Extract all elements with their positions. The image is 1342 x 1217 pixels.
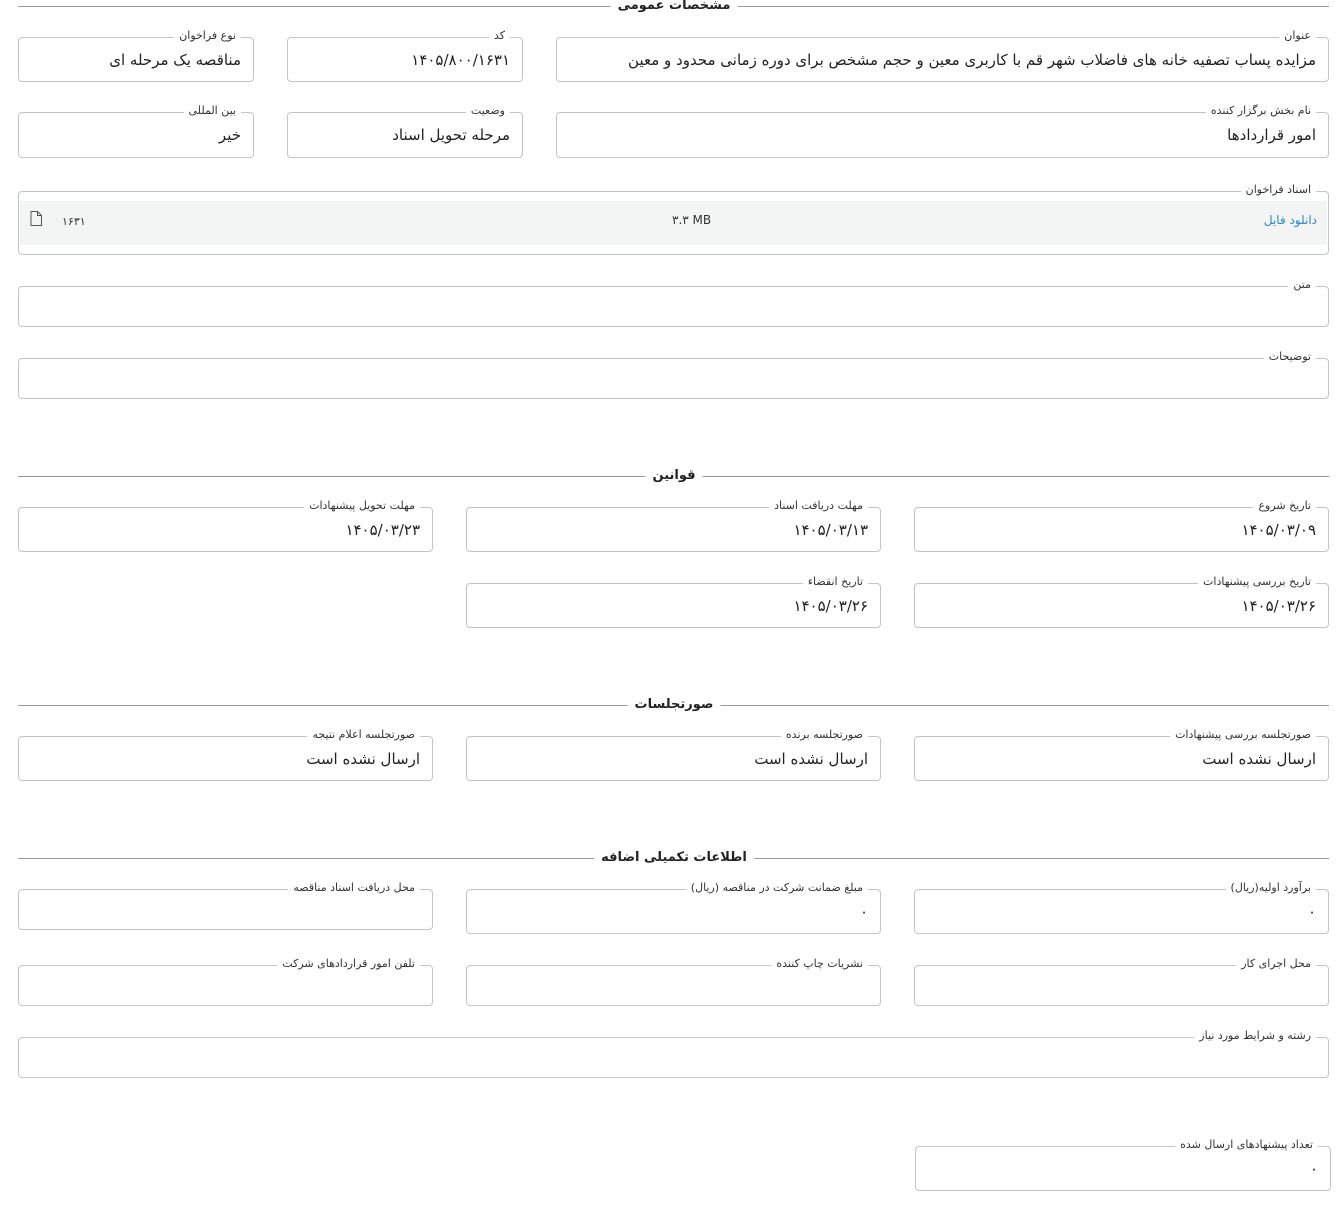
code-label: کد: [489, 29, 510, 43]
call-type-value: مناقصه یک مرحله ای: [109, 51, 241, 69]
general-section-title: مشخصات عمومی: [611, 0, 738, 14]
organizer-value: امور قراردادها: [1227, 126, 1316, 144]
description-field[interactable]: [18, 350, 1329, 399]
review-date-value: ۱۴۰۵/۰۳/۲۶: [1241, 597, 1316, 615]
file-name: ۱۶۳۱: [62, 215, 86, 228]
status-field[interactable]: [287, 104, 523, 158]
work-place-field[interactable]: [914, 957, 1329, 1006]
contracts-phone-field[interactable]: [18, 957, 433, 1006]
work-place-label: محل اجرای کار: [1236, 957, 1316, 971]
start-date-label: تاریخ شروع: [1253, 499, 1316, 513]
doc-deadline-field[interactable]: [466, 499, 881, 552]
start-date-field[interactable]: [914, 499, 1329, 552]
requirements-label: رشته و شرایط مورد نیاز: [1194, 1029, 1316, 1043]
documents-field: [18, 183, 1329, 255]
status-value: مرحله تحویل اسناد: [392, 126, 510, 144]
doc-place-field[interactable]: [18, 881, 433, 930]
guarantee-field[interactable]: [466, 881, 881, 934]
proposal-deadline-label: مهلت تحویل پیشنهادات: [304, 499, 420, 513]
contracts-phone-label: تلفن امور قراردادهای شرکت: [277, 957, 420, 971]
document-row: [20, 201, 1327, 245]
doc-place-label: محل دریافت اسناد مناقصه: [288, 881, 420, 895]
publications-field[interactable]: [466, 957, 881, 1006]
result-minutes-label: صورتجلسه اعلام نتیجه: [307, 728, 420, 742]
file-size: ۳.۳ MB: [672, 213, 712, 227]
international-label: بین المللی: [184, 104, 241, 118]
review-date-field[interactable]: [914, 575, 1329, 628]
result-minutes-field[interactable]: [18, 728, 433, 781]
result-minutes-value: ارسال نشده است: [306, 750, 420, 768]
subject-field[interactable]: [556, 29, 1329, 82]
rules-section-title: قوانین: [645, 468, 702, 484]
review-minutes-value: ارسال نشده است: [1202, 750, 1316, 768]
publications-label: نشریات چاپ کننده: [771, 957, 868, 971]
organizer-field[interactable]: [556, 104, 1329, 158]
winner-minutes-field[interactable]: [466, 728, 881, 781]
proposals-count-value: ۰: [1309, 1160, 1318, 1178]
review-minutes-label: صورتجلسه بررسی پیشنهادات: [1170, 728, 1316, 742]
start-date-value: ۱۴۰۵/۰۳/۰۹: [1241, 521, 1316, 539]
proposals-count-field[interactable]: [915, 1138, 1331, 1191]
estimate-value: ۰: [1307, 903, 1316, 921]
winner-minutes-label: صورتجلسه برنده: [781, 728, 868, 742]
international-field[interactable]: [18, 104, 254, 158]
estimate-label: برآورد اولیه(ریال): [1226, 881, 1316, 895]
expiry-date-value: ۱۴۰۵/۰۳/۲۶: [793, 597, 868, 615]
doc-deadline-value: ۱۴۰۵/۰۳/۱۳: [793, 521, 868, 539]
code-value: ۱۴۰۵/۸۰۰/۱۶۳۱: [411, 51, 510, 69]
code-field[interactable]: [287, 29, 523, 82]
description-label: توضیحات: [1264, 350, 1316, 364]
requirements-field[interactable]: [18, 1029, 1329, 1078]
minutes-section-title: صورتجلسات: [628, 697, 721, 713]
guarantee-label: مبلغ ضمانت شرکت در مناقصه (ریال): [686, 881, 868, 895]
download-file-link[interactable]: دانلود فایل: [1263, 213, 1317, 227]
doc-deadline-label: مهلت دریافت اسناد: [769, 499, 868, 513]
review-minutes-field[interactable]: [914, 728, 1329, 781]
expiry-date-label: تاریخ انقضاء: [803, 575, 868, 589]
expiry-date-field[interactable]: [466, 575, 881, 628]
estimate-field[interactable]: [914, 881, 1329, 934]
organizer-label: نام بخش برگزار کننده: [1206, 104, 1316, 118]
call-type-label: نوع فراخوان: [174, 29, 241, 43]
proposal-deadline-value: ۱۴۰۵/۰۳/۲۳: [345, 521, 420, 539]
international-value: خیر: [218, 126, 241, 144]
subject-label: عنوان: [1279, 29, 1316, 43]
proposal-deadline-field[interactable]: [18, 499, 433, 552]
text-label: متن: [1288, 278, 1316, 292]
winner-minutes-value: ارسال نشده است: [754, 750, 868, 768]
status-label: وضعیت: [466, 104, 510, 118]
text-field[interactable]: [18, 278, 1329, 327]
extra-section-title: اطلاعات تکمیلی اضافه: [594, 850, 754, 866]
call-type-field[interactable]: [18, 29, 254, 82]
guarantee-value: ۰: [859, 903, 868, 921]
documents-label: اسناد فراخوان: [1241, 183, 1316, 197]
proposals-count-label: تعداد پیشنهادهای ارسال شده: [1175, 1138, 1318, 1152]
file-icon: [30, 211, 42, 226]
review-date-label: تاریخ بررسی پیشنهادات: [1198, 575, 1316, 589]
subject-value: مزایده پساب تصفیه خانه های فاضلاب شهر قم با کاربری معین و حجم مشخص برای دوره زمانی محدود و معین: [628, 51, 1316, 69]
